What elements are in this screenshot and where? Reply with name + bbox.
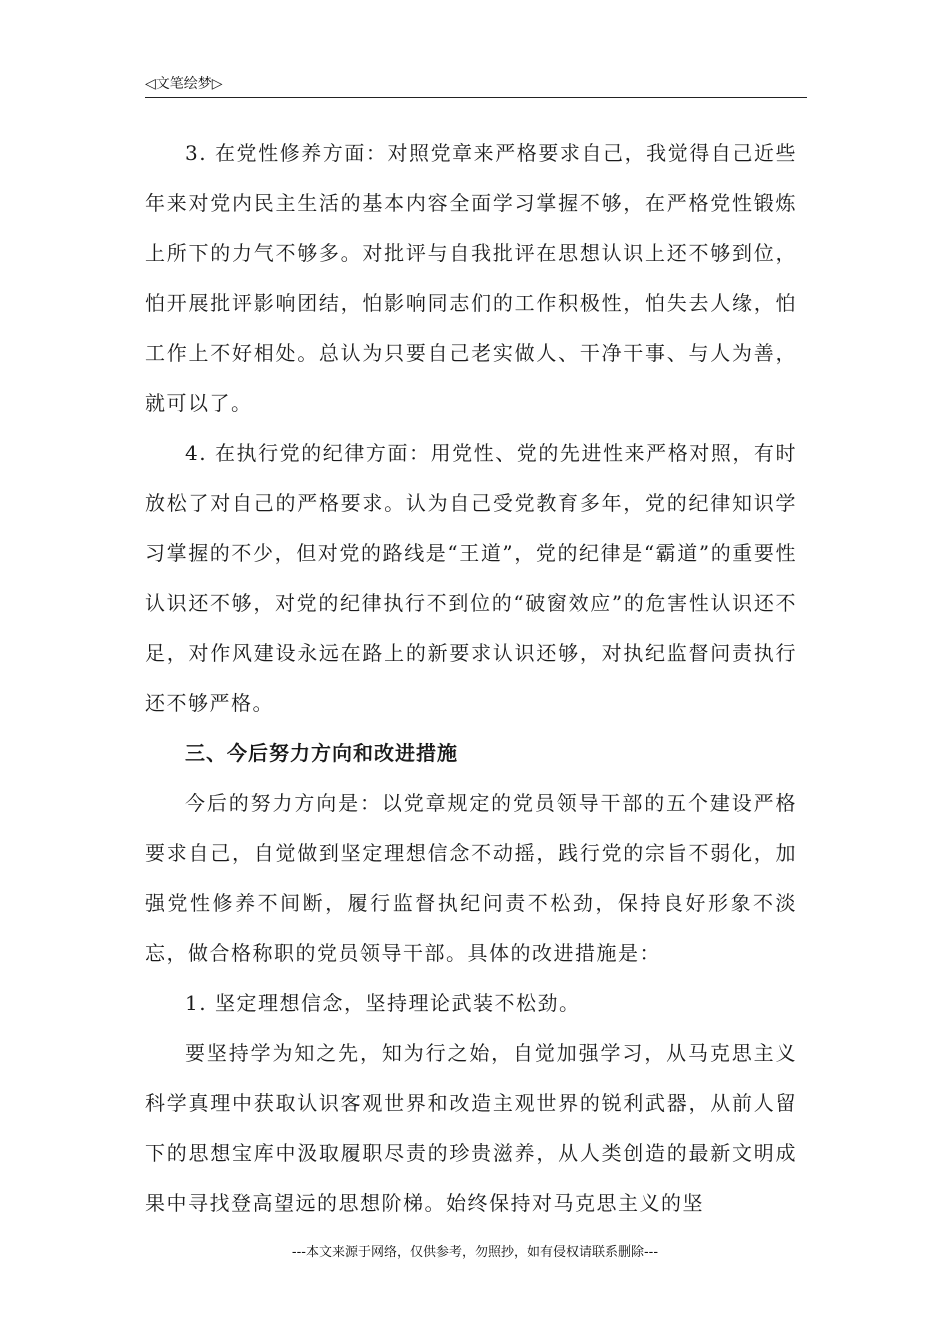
paragraph-study: 要坚持学为知之先，知为行之始，自觉加强学习，从马克思主义科学真理中获取认识客观世界和改造主观世界的锐利武器，从前人留下的思想宝库中汲取履职尽责的珍贵滋养，从人类创造的最新文明成果中寻找登高望远的思想阶梯。始终保持对马克思主义的坚 xyxy=(145,1041,797,1215)
page-footer: ---本文来源于网络，仅供参考，勿照抄，如有侵权请联系删除--- xyxy=(291,1245,659,1260)
document-body xyxy=(145,128,797,1228)
page-header: ◁文笔绘梦▷ xyxy=(145,76,223,92)
paragraph-party-discipline: 4. 在执行党的纪律方面：用党性、党的先进性来严格对照，有时放松了对自己的严格要求。认为自己受党教育多年，党的纪律知识学习掌握的不少，但对党的路线是“王道”，党的纪律是“霸道”的重要性认识还不够，对党的纪律执行不到位的“破窗效应”的危害性认识还不足，对作风建设永远在路上的新要求认识还够，对执纪监督问责执行还不够严格。 xyxy=(145,441,797,715)
paragraph-party-cultivation: 3. 在党性修养方面：对照党章来严格要求自己，我觉得自己近些年来对党内民主生活的基本内容全面学习掌握不够，在严格党性锻炼上所下的力气不够多。对批评与自我批评在思想认识上还不够到位，怕开展批评影响团结，怕影响同志们的工作积极性，怕失去人缘，怕工作上不好相处。总认为只要自己老实做人、干净干事、与人为善，就可以了。 xyxy=(145,141,797,415)
section-heading: 三、今后努力方向和改进措施 xyxy=(185,741,458,765)
paragraph-measure-1: 1. 坚定理想信念，坚持理论武装不松劲。 xyxy=(185,991,581,1015)
header-divider xyxy=(145,97,807,98)
paragraph-future-direction: 今后的努力方向是：以党章规定的党员领导干部的五个建设严格要求自己，自觉做到坚定理想信念不动摇，践行党的宗旨不弱化，加强党性修养不间断，履行监督执纪问责不松劲，保持良好形象不淡忘，做合格称职的党员领导干部。具体的改进措施是： xyxy=(145,791,797,965)
